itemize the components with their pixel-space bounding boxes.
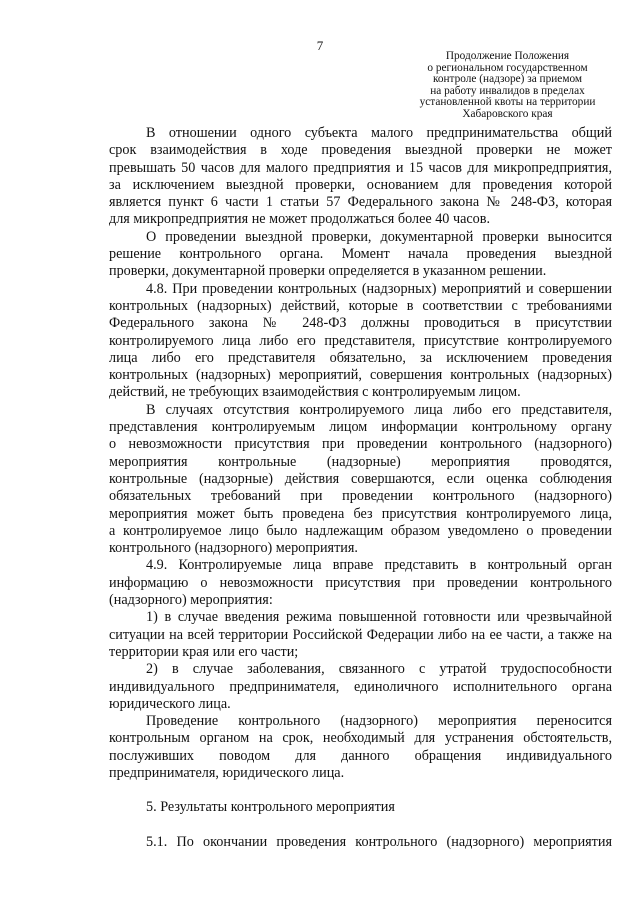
body-line: контрольного (надзорного) мероприятия. <box>109 540 358 557</box>
body-line: превышать 50 часов для малого предприятия и 15 часов для микропредприятия, <box>109 159 612 176</box>
header-line: контроле (надзоре) за приемом <box>432 73 583 86</box>
body-line: действий, не требующих взаимодействия с контролируемым лицом. <box>109 384 521 401</box>
document-body <box>109 125 612 851</box>
body-line: ситуации на всей территории Российской Федерации либо на ее части, а также на <box>109 626 612 643</box>
body-line: представления контролируемым лицом информации контрольному органу <box>109 419 612 436</box>
header-line: Продолжение Положения <box>445 50 570 62</box>
body-line: 4.9. Контролируемые лица вправе представить в контрольный орган <box>146 557 612 574</box>
body-line: индивидуального предпринимателя, единоличного исполнительного органа <box>109 678 612 695</box>
body-line: Федерального закона № 248-ФЗ должны проводиться в присутствии <box>109 315 612 332</box>
body-line: В случаях отсутствия контролируемого лица либо его представителя, <box>146 401 612 418</box>
body-line: лица либо его представителя обязательно, за исключением проведения <box>109 349 612 366</box>
body-line: 5.1. По окончании проведения контрольного (надзорного) мероприятия <box>146 833 612 850</box>
header-line: установленной квоты на территории <box>419 96 596 109</box>
body-line: контрольным органом на срок, необходимый для устранения обстоятельств, <box>109 730 612 747</box>
body-line: 4.8. При проведении контрольных (надзорных) мероприятий и совершении <box>146 280 612 297</box>
body-line: за исключением выездной проверки, основанием для проведения которой <box>109 176 612 193</box>
document-header <box>385 51 630 121</box>
body-line: 2) в случае заболевания, связанного с утратой трудоспособности <box>146 661 612 678</box>
header-line: на работу инвалидов в пределах <box>430 84 585 97</box>
body-line: является пункт 6 части 1 статьи 57 Федерального закона № 248-ФЗ, которая <box>109 194 612 211</box>
body-line: обязательных требований при проведении контрольного (надзорного) <box>109 488 612 505</box>
section-gap <box>109 782 612 799</box>
body-line: о невозможности присутствия при проведении контрольного (надзорного) <box>109 436 612 453</box>
body-line: решение контрольного органа. Момент начала проведения выездной <box>109 246 612 263</box>
body-line: предпринимателя, юридического лица. <box>109 764 345 781</box>
body-line: контрольные (надзорные) действия совершаются, если оценка соблюдения <box>109 470 612 487</box>
header-line: Хабаровского края <box>462 107 553 120</box>
body-line: мероприятия контрольные (надзорные) мероприятия проводятся, <box>109 453 612 470</box>
section-gap <box>109 817 612 834</box>
body-line: В отношении одного субъекта малого предпринимательства общий <box>146 125 612 141</box>
body-line: территории края или его части; <box>109 643 299 660</box>
body-line: контрольных (надзорных) мероприятий, совершения контрольных (надзорных) <box>109 367 612 384</box>
section-heading: 5. Результаты контрольного мероприятия <box>146 799 395 816</box>
body-line: контролируемого лица либо его представителя, присутствие контролируемого <box>109 332 612 349</box>
page-number: 7 <box>316 38 324 53</box>
body-line: для микропредприятия не может продолжаться более 40 часов. <box>109 211 491 228</box>
body-line: юридического лица. <box>109 695 231 712</box>
body-line: срок взаимодействия в ходе проведения выездной проверки не может <box>109 142 612 159</box>
body-line: Проведение контрольного (надзорного) мероприятия переносится <box>146 713 612 730</box>
body-line: а контролируемое лицо было надлежащим образом уведомлено о проведении <box>109 522 612 539</box>
body-line: информацию о невозможности присутствия при проведении контрольного <box>109 574 612 591</box>
body-line: послуживших поводом для данного обращения индивидуального <box>109 747 612 764</box>
body-line: контрольных (надзорных) действий, которые в соответствии с требованиями <box>109 297 612 314</box>
body-line: проверки, документарной проверки определяется в указанном решении. <box>109 263 547 280</box>
body-line: мероприятия может быть проведена без присутствия контролируемого лица, <box>109 505 612 522</box>
body-line: 1) в случае введения режима повышенной готовности или чрезвычайной <box>146 609 612 626</box>
header-line: о региональном государственном <box>427 61 588 74</box>
body-line: (надзорного) мероприятия: <box>109 592 273 609</box>
body-line: О проведении выездной проверки, документарной проверки выносится <box>146 228 612 245</box>
